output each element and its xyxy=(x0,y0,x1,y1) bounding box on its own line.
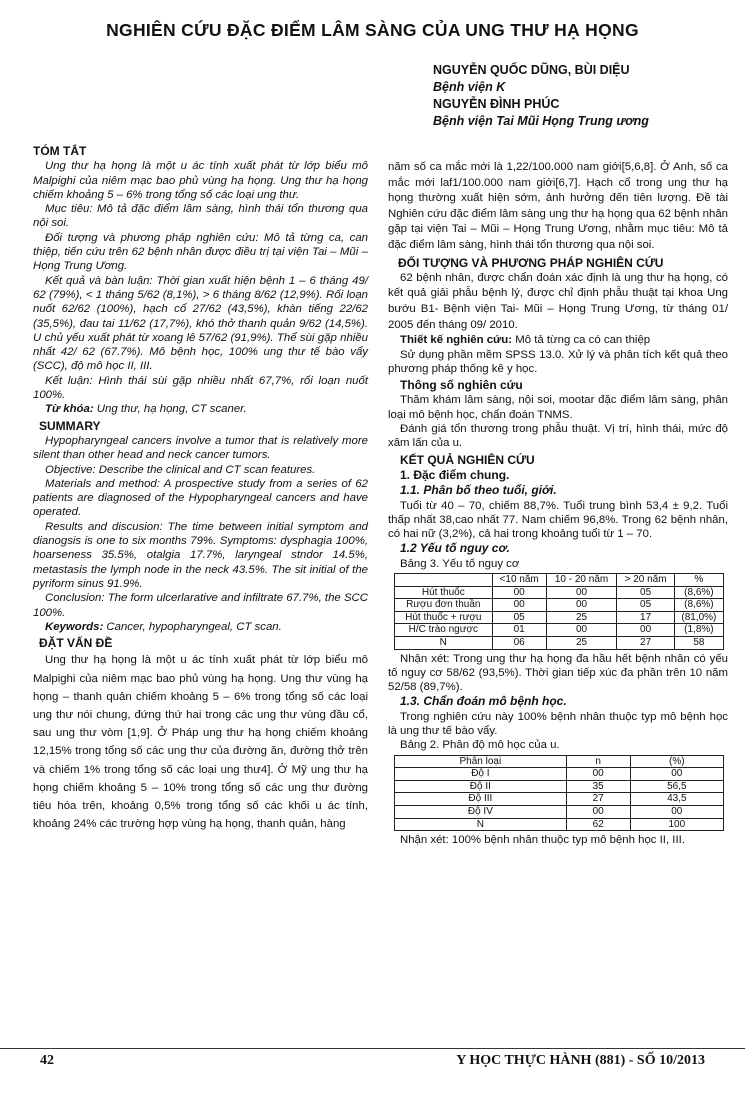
summary-paragraph: Hypopharyngeal cancers involve a tumor that is relatively more silent than other head and neck cancer tumors. xyxy=(33,434,368,462)
table-cell: 17 xyxy=(617,611,674,624)
histology-paragraph: Trong nghiên cứu này 100% bệnh nhân thuộc typ mô bệnh học là ung thư tế bào vẩy. xyxy=(388,710,728,738)
abstract-objective: Mục tiêu: Mô tả đặc điểm lâm sàng, hình thái tổn thương qua nội soi. xyxy=(33,203,368,230)
author-block xyxy=(433,62,733,130)
subheading-histology: 1.3. Chẩn đoán mô bệnh học. xyxy=(400,694,567,709)
keywords-vi xyxy=(33,402,368,416)
table-cell: 56,5 xyxy=(630,780,723,793)
table-cell: (81,0%) xyxy=(674,611,723,624)
design-text: Mô tả từng ca có can thiệp xyxy=(512,334,651,347)
summary-objective: Objective: Describe the clinical and CT scan features. xyxy=(45,463,316,476)
table-row xyxy=(395,780,724,793)
table-row xyxy=(395,624,724,637)
age-sex-paragraph: Tuổi từ 40 – 70, chiếm 88,7%. Tuổi trung bình 53,4 ± 9,2. Tuổi thấp nhất 38,cao nhất 77. Nam chiếm 96,8%. Trong 62 bệnh nhân, có hai nữ (3,2%), cả hai trong khoảng tuổi từ 1 – 70. xyxy=(388,499,728,541)
summary-conclusion: Conclusion: The form ulcerlarative and infiltrate 67.7%, the SCC 100%. xyxy=(33,592,368,619)
spss-paragraph: Sử dụng phần mềm SPSS 13.0. Xử lý và phân tích kết quả theo phương pháp thống kê y học. xyxy=(388,348,728,375)
summary-methods: Materials and method: A prospective study from a series of 62 patients are diagnosed of the Hypopharyngeal cancers and have operated. xyxy=(33,477,368,519)
table-cell: 25 xyxy=(546,611,617,624)
section-heading-summary: SUMMARY xyxy=(39,418,101,433)
table-row xyxy=(395,793,724,806)
methods-paragraph: 62 bệnh nhân, được chẩn đoán xác định là ung thư hạ họng, có kết quả giải phẫu bệnh lý, được chỉ định phẫu thuật tại khoa Ung bướu B1- Bệnh viện Tai- Mũi – Họng Trung Ương, từ tháng 01/ 2005 đến tháng 09/ 2010. xyxy=(388,271,728,331)
table-cell: 27 xyxy=(566,793,630,806)
table-cell: Độ IV xyxy=(395,806,567,819)
table-cell: 00 xyxy=(546,624,617,637)
table-cell: 00 xyxy=(492,599,546,612)
section-heading-tomtat: TÓM TẮT xyxy=(33,144,87,158)
section-heading-methods: ĐỐI TƯỢNG VÀ PHƯƠNG PHÁP NGHIÊN CỨU xyxy=(398,255,664,270)
table-cell: Độ I xyxy=(395,768,567,781)
keywords-en-label: Keywords: xyxy=(45,620,104,633)
table-cell: % xyxy=(674,573,723,586)
table-cell: N xyxy=(395,818,567,831)
table-row xyxy=(395,636,724,649)
parameters-paragraph-1: Thăm khám lâm sàng, nội soi, mootar đặc điểm lâm sàng, phân loại mô bệnh học, chẩn đoán TNMS. xyxy=(388,394,728,421)
table-cell: 25 xyxy=(546,636,617,649)
table-cell: (8,6%) xyxy=(674,586,723,599)
table-cell xyxy=(395,573,493,586)
table-cell: 06 xyxy=(492,636,546,649)
table-header-row xyxy=(395,755,724,768)
table-cell: > 20 năm xyxy=(617,573,674,586)
table-cell: 00 xyxy=(492,586,546,599)
right-column xyxy=(388,160,728,847)
footer-divider xyxy=(0,1048,745,1049)
abstract-methods: Đối tượng và phương pháp nghiên cứu: Mô tả từng ca, can thiệp, tiến cứu trên 62 bệnh nhân được điều trị tại viện Tai – Mũi – Họng Trung Ương. xyxy=(33,231,368,273)
table-cell: Hút thuốc xyxy=(395,586,493,599)
table-header-row xyxy=(395,573,724,586)
design-label: Thiết kế nghiên cứu: xyxy=(400,334,513,347)
table-cell: 10 - 20 năm xyxy=(546,573,617,586)
table-cell: 00 xyxy=(566,806,630,819)
table-cell: 05 xyxy=(617,599,674,612)
table-cell: 00 xyxy=(630,806,723,819)
table3-caption: Bảng 3. Yếu tố nguy cơ xyxy=(400,557,520,570)
author-name: NGUYỄN QUỐC DŨNG, BÙI DIỆU xyxy=(433,63,630,77)
table-cell: 00 xyxy=(617,624,674,637)
table-cell: n xyxy=(566,755,630,768)
table-cell: 35 xyxy=(566,780,630,793)
keywords-vi-text: Ung thư, hạ họng, CT scaner. xyxy=(93,403,247,416)
table-cell: 00 xyxy=(566,768,630,781)
left-column xyxy=(33,142,368,833)
risk-factor-note: Nhận xét: Trong ung thư hạ họng đa hầu hết bệnh nhân có yếu tố nguy cơ 58/62 (93,5%). Thời gian tiếp xúc đa phần trên 10 năm 52/58 (89,7%). xyxy=(388,652,728,694)
table-cell: 01 xyxy=(492,624,546,637)
subheading-general: 1. Đặc điểm chung. xyxy=(400,467,510,482)
section-heading-parameters: Thông số nghiên cứu xyxy=(400,378,523,393)
table-cell: (%) xyxy=(630,755,723,768)
article-title: NGHIÊN CỨU ĐẶC ĐIỂM LÂM SÀNG CỦA UNG THƯ HẠ HỌNG xyxy=(106,20,639,40)
table-cell: 100 xyxy=(630,818,723,831)
page-number: 42 xyxy=(40,1053,54,1068)
section-heading-datvande: ĐẶT VẤN ĐỀ xyxy=(39,636,113,651)
table-cell: Rượu đơn thuần xyxy=(395,599,493,612)
table-cell: Độ II xyxy=(395,780,567,793)
table-cell: 00 xyxy=(546,599,617,612)
table-cell: 58 xyxy=(674,636,723,649)
table-cell: 27 xyxy=(617,636,674,649)
subheading-age-sex: 1.1. Phân bố theo tuổi, giới. xyxy=(400,483,557,498)
section-heading-results: KẾT QUẢ NGHIÊN CỨU xyxy=(400,452,535,467)
keywords-en xyxy=(33,620,368,634)
summary-results: Results and discusion: The time between initial symptom and dianogsis is one to six months 79%. Symptoms: dysphagia 100%, hoarseness 35.5%, otalgia 17.7%, laryngeal stndor 14.5%, metastasis the lymph node in the neck 43.5%. The sit initial of the pyriform sinus 91.9%. xyxy=(33,520,368,590)
parameters-paragraph-2: Đánh giá tổn thương trong phẫu thuật. Vị trí, hình thái, mức độ xâm lấn của u. xyxy=(388,423,728,450)
table-row xyxy=(395,599,724,612)
table-cell: 05 xyxy=(617,586,674,599)
intro-paragraph: Ung thư hạ họng là một u ác tính xuất phát từ lớp biểu mô Malpighi của niêm mạc bao phủ vùng hạ họng. Ung thư vùng hạ họng – thanh quản chiếm khoảng 5 – 6% trong tổng số các loại ung thư nói chung, đứng thứ hai trong các ung thư vùng đầu cổ, sau ung thư vòm [1,9]. Ở Pháp ung thư hạ họng chiếm khoảng 12,15% trong tổng số các ung thư của đường ăn, đường thở trên và chiếm 1% trong tổng số các loại ung thư4]. Ở Mỹ ung thư hạ họng chiếm khoảng 5 – 10% trong tổng số các ung thư đường tiêu hóa trên, khoảng 0,5% trong tổng số các khối u ác tính, khoảng 24% các trường hợp vùng hạ họng, thanh quản, hàng xyxy=(33,654,368,831)
table-cell: Độ III xyxy=(395,793,567,806)
table-cell: 00 xyxy=(546,586,617,599)
abstract-conclusion: Kết luận: Hình thái sùi gặp nhiều nhất 67,7%, rối loạn nuốt 100%. xyxy=(33,374,368,402)
histology-note: Nhận xét: 100% bệnh nhân thuộc typ mô bệnh học II, III. xyxy=(400,834,685,847)
intro-continued-paragraph: năm số ca mắc mới là 1,22/100.000 nam giới[5,6,8]. Ở Anh, số ca mắc mới laf1/100.000 nam giới[6,7]. Hạch cổ trong ung thư hạ họng thường xuất hiện sớm, ảnh hưởng đến tiên lượng. Đề tài Nghiên cứu đặc điểm lâm sàng ung thư hạ họng qua 62 bệnh nhân gặp tại viện Tai – Mũi – Họng Trung Ương, nhằm mục tiêu: Mô tả đặc điểm lâm sàng, hình thái tổn thương qua nội soi. xyxy=(388,161,728,251)
table-cell: 00 xyxy=(630,768,723,781)
journal-footer: Y HỌC THỰC HÀNH (881) - SỐ 10/2013 xyxy=(456,1053,705,1068)
risk-factor-table xyxy=(394,573,724,650)
table-cell: H/C trào ngược xyxy=(395,624,493,637)
table-cell: (8,6%) xyxy=(674,599,723,612)
table2-caption: Bảng 2. Phân độ mô học của u. xyxy=(400,739,560,752)
abstract-results: Kết quả và bàn luận: Thời gian xuất hiện bệnh 1 – 6 tháng 49/ 62 (79%), < 1 tháng 5/62 (8,1%), > 6 tháng 8/62 (12,9%). Rối loạn nuốt 62/62 (100%), hạch cổ 27/62 (43,5%), khàn tiếng 22/62 (35,5%), đau tai 11/62 (17,7%), khó thở thanh quản 9/62 (14,5%). U chủ yếu xuất phát từ xoang lê 57/62 (91,9%). Thể sùi gặp nhiều nhất 42/ 62 (67.7%). Mô bệnh học, 100% ung thư tế bào vẩy (SCC), độ mô học II, III. xyxy=(33,274,368,373)
keywords-vi-label: Từ khóa: xyxy=(45,403,94,416)
table-cell: (1,8%) xyxy=(674,624,723,637)
table-cell: <10 năm xyxy=(492,573,546,586)
subheading-risk-factors: 1.2 Yếu tố nguy cơ. xyxy=(400,541,510,556)
table-row xyxy=(395,768,724,781)
table-row xyxy=(395,611,724,624)
table-row xyxy=(395,818,724,831)
author-name: NGUYỄN ĐÌNH PHÚC xyxy=(433,97,560,111)
table-row xyxy=(395,586,724,599)
table-cell: Hút thuốc + rượu xyxy=(395,611,493,624)
abstract-paragraph: Ung thư hạ họng là một u ác tính xuất phát từ lớp biểu mô Malpighi của niêm mạc bao phủ vùng hạ họng. Ung thư hạ họng chiếm khoảng 5 – 6% trong tổng số các loại ung thư. xyxy=(33,160,368,201)
table-cell: 62 xyxy=(566,818,630,831)
table-cell: N xyxy=(395,636,493,649)
table-cell: 43,5 xyxy=(630,793,723,806)
author-affiliation: Bệnh viện K xyxy=(433,80,506,94)
design-line xyxy=(388,333,728,347)
author-affiliation: Bệnh viện Tai Mũi Họng Trung ương xyxy=(433,114,649,128)
keywords-en-text: Cancer, hypopharyngeal, CT scan. xyxy=(103,620,282,633)
table-cell: Phân loại xyxy=(395,755,567,768)
table-cell: 05 xyxy=(492,611,546,624)
table-row xyxy=(395,806,724,819)
histology-grade-table xyxy=(394,755,724,832)
